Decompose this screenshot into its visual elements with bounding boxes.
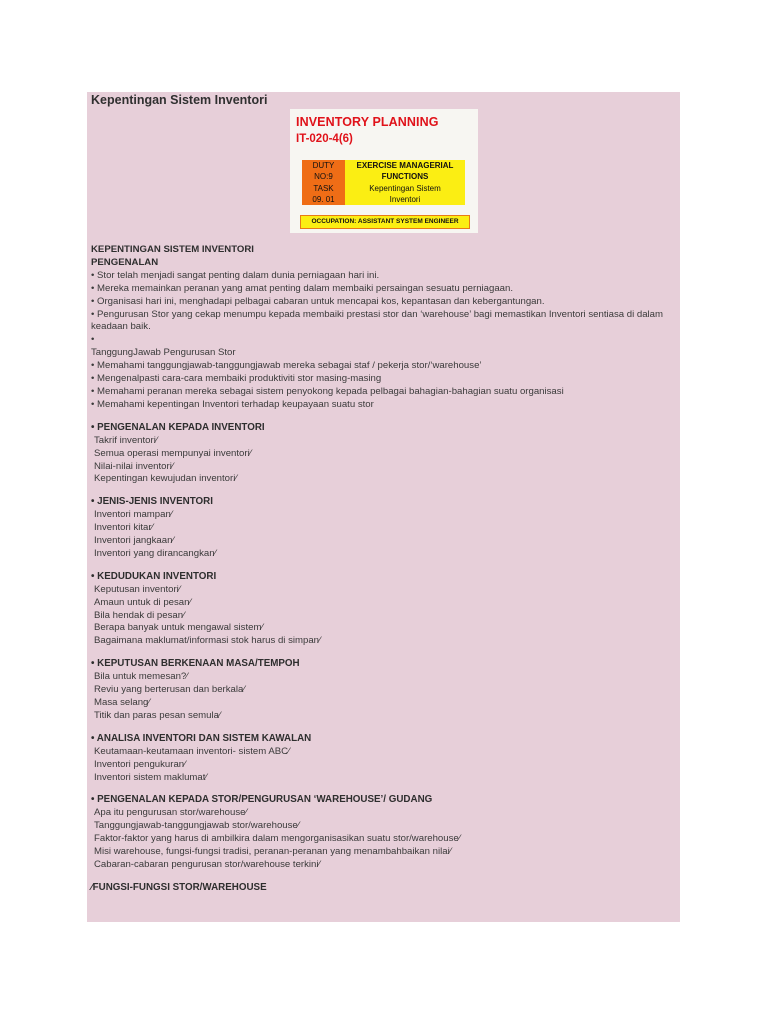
list-item: Kepentingan kewujudan inventori⁄	[94, 473, 237, 485]
responsibility-bullet: • Memahami tanggungjawab-tanggungjawab mereka sebagai staf / pekerja stor/‘warehouse’	[91, 360, 482, 372]
list-item: Takrif inventori⁄	[94, 434, 158, 446]
list-item: Bila untuk memesan?⁄	[94, 671, 188, 683]
slide-code: IT-020-4(6)	[296, 133, 353, 145]
list-item: Nilai-nilai inventori⁄	[94, 460, 174, 472]
task-value-line-2: Inventori	[345, 194, 465, 205]
inventory-planning-slide-image	[290, 109, 478, 233]
list-item: Misi warehouse, fungsi-fungsi tradisi, peranan-peranan yang menambahbaikan nilai⁄	[94, 846, 452, 858]
list-item: Cabaran-cabaran pengurusan stor/warehouse terkini⁄	[94, 858, 321, 870]
list-item: Berapa banyak untuk mengawal sistem⁄	[94, 622, 264, 634]
list-item: Faktor-faktor yang harus di ambilkira dalam mengorganisasikan suatu stor/warehouse⁄	[94, 833, 461, 845]
intro-bullet: • Organisasi hari ini, menghadapi pelbagai cabaran untuk mencapai kos, kepantasan dan kebergantungan.	[91, 295, 545, 307]
list-item: Inventori jangkaan⁄	[94, 535, 175, 547]
list-item: Amaun untuk di pesan⁄	[94, 596, 192, 608]
section-pengenalan-inventori	[91, 422, 676, 487]
intro-bullet: •	[91, 334, 95, 346]
list-item: Bila hendak di pesan⁄	[94, 609, 185, 621]
section-heading: • ANALISA INVENTORI DAN SISTEM KAWALAN	[91, 732, 312, 744]
list-item: Tanggungjawab-tanggungjawab stor/warehouse⁄	[94, 820, 300, 832]
list-item: Inventori sistem maklumat⁄	[94, 771, 208, 783]
list-item: Masa selang⁄	[94, 697, 150, 708]
duty-number: NO:9	[302, 171, 345, 182]
duty-value-line-2: FUNCTIONS	[345, 171, 465, 182]
list-item: Titik dan paras pesan semula⁄	[94, 709, 221, 721]
duty-label: DUTY	[302, 160, 345, 171]
responsibility-bullet: • Memahami peranan mereka sebagai sistem penyokong kepada pelbagai bahagian-bahagian suatu organisasi	[91, 385, 564, 397]
responsibility-bullet: • Memahami kepentingan Inventori terhadap keupayaan suatu stor	[91, 398, 374, 410]
duty-value-line-1: EXERCISE MANAGERIAL	[345, 160, 465, 171]
list-item: Inventori yang dirancangkan⁄	[94, 547, 217, 559]
intro-bullet: • Mereka memainkan peranan yang amat penting dalam membaiki persaingan sesuatu perniagaan.	[91, 282, 514, 294]
responsibility-bullet: • Mengenalpasti cara-cara membaiki produktiviti stor masing-masing	[91, 373, 382, 385]
list-item: Inventori pengukuran⁄	[94, 758, 186, 770]
list-item: Keutamaan-keutamaan inventori- sistem ABC⁄	[94, 745, 290, 757]
occupation-banner: OCCUPATION: ASSISTANT SYSTEM ENGINEER	[300, 215, 470, 229]
list-item: Keputusan inventori⁄	[94, 583, 181, 595]
section-heading: • PENGENALAN KEPADA INVENTORI	[91, 421, 265, 433]
section-analisa-inventori	[91, 733, 676, 785]
list-item: Semua operasi mempunyai inventori⁄	[94, 447, 252, 459]
document-body	[91, 244, 676, 895]
duty-task-table	[302, 160, 465, 205]
section-heading: ⁄FUNGSI-FUNGSI STOR/WAREHOUSE	[91, 881, 267, 893]
section-jenis-inventori	[91, 496, 676, 561]
intro-bullet: • Stor telah menjadi sangat penting dalam dunia perniagaan hari ini.	[91, 269, 380, 281]
section-heading: • JENIS-JENIS INVENTORI	[91, 496, 213, 508]
responsibility-heading: TanggungJawab Pengurusan Stor	[91, 347, 236, 359]
section-heading: • PENGENALAN KEPADA STOR/PENGURUSAN ‘WAREHOUSE’/ GUDANG	[91, 794, 433, 806]
intro-heading: KEPENTINGAN SISTEM INVENTORI	[91, 244, 254, 255]
list-item: Apa itu pengurusan stor/warehouse⁄	[94, 807, 248, 819]
section-pengurusan-warehouse	[91, 794, 676, 871]
task-value-line-1: Kepentingan Sistem	[345, 183, 465, 194]
document-page	[87, 92, 680, 922]
list-item: Bagaimana maklumat/informasi stok harus di simpan⁄	[94, 635, 321, 647]
section-kedudukan-inventori	[91, 571, 676, 648]
section-heading: • KEDUDUKAN INVENTORI	[91, 570, 217, 582]
task-label: TASK	[302, 183, 345, 194]
slide-heading: INVENTORY PLANNING	[296, 115, 439, 129]
section-fungsi-stor	[91, 882, 676, 895]
section-keputusan-masa	[91, 658, 676, 723]
list-item: Inventori mampan⁄	[94, 509, 173, 521]
document-title: Kepentingan Sistem Inventori	[91, 93, 268, 107]
intro-bullet: • Pengurusan Stor yang cekap menumpu kepada membaiki prestasi stor dan ‘warehouse’ bagi memastikan Inventori sentiasa di dalam keadaan baik.	[91, 308, 664, 333]
list-item: Inventori kitar⁄	[94, 522, 154, 534]
list-item: Reviu yang berterusan dan berkala⁄	[94, 684, 245, 696]
section-heading: • KEPUTUSAN BERKENAAN MASA/TEMPOH	[91, 658, 300, 670]
intro-subheading: PENGENALAN	[91, 256, 159, 268]
task-number: 09. 01	[302, 194, 345, 205]
